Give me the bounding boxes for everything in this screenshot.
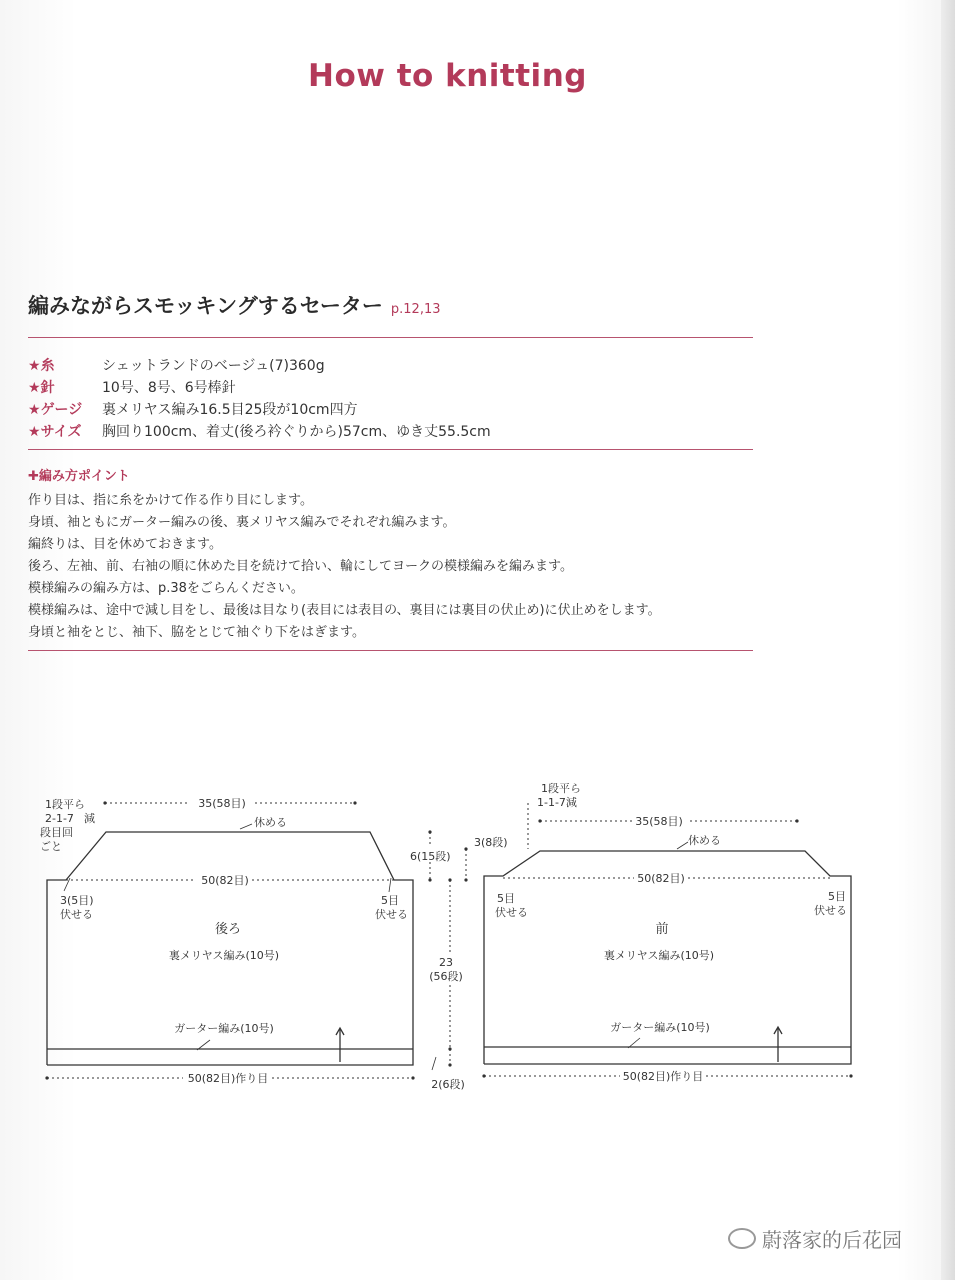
back-stitch-label: 裏メリヤス編み(10号) <box>168 949 280 962</box>
body-height-rows: (56段) <box>429 970 463 983</box>
star-icon: ★ <box>28 380 41 396</box>
back-garter-label: ガーター編み(10号) <box>174 1022 274 1035</box>
back-piece-name: 後ろ <box>214 922 242 937</box>
back-decrease-note: 減 <box>84 812 95 825</box>
front-yoke-height: 3(8段) <box>474 836 508 849</box>
back-bindoff-right: 5目 <box>381 894 399 907</box>
back-decrease-note: ごと <box>40 840 62 853</box>
front-stitch-label: 裏メリヤス編み(10号) <box>603 949 715 962</box>
point-line: 作り目は、指に糸をかけて作る作り目にします。 <box>28 493 313 508</box>
front-decrease-note: 1-1-7減 <box>537 796 577 809</box>
star-icon: ★ <box>28 358 41 374</box>
body-height: 23 <box>439 956 453 969</box>
point-line: 編終りは、目を休めておきます。 <box>28 537 222 552</box>
spec-value: シェットランドのベージュ(7)360g <box>102 358 325 374</box>
front-bindoff-right: 伏せる <box>814 904 847 917</box>
front-garter-label: ガーター編み(10号) <box>610 1021 710 1034</box>
chat-icon <box>728 1228 756 1249</box>
point-line: 身頃、袖ともにガーター編みの後、裏メリヤス編みでそれぞれ編みます。 <box>28 515 456 530</box>
point-line: 模様編みは、途中で減し目をし、最後は目なり(表目には表目の、裏目には裏目の伏止め)に伏止めをします。 <box>28 603 661 618</box>
back-top-width: 35(58目) <box>198 797 246 810</box>
front-bindoff-right: 5目 <box>828 890 846 903</box>
front-dimension-lines <box>484 803 851 1076</box>
front-bindoff-left: 伏せる <box>495 906 528 919</box>
back-bindoff-left: 伏せる <box>60 908 93 921</box>
back-decrease-note: 段目回 <box>40 826 73 839</box>
point-line: 後ろ、左袖、前、右袖の順に休めた目を続けて拾い、輪にしてヨークの模様編みを編みます。 <box>28 559 573 574</box>
pattern-title: 編みながらスモッキングするセーター <box>28 294 383 318</box>
front-mid-width: 50(82目) <box>637 872 685 885</box>
page-reference: p.12,13 <box>390 302 441 317</box>
spec-label: ゲージ <box>40 402 83 418</box>
spec-label: 針 <box>40 380 55 396</box>
back-cast-on: 50(82目)作り目 <box>187 1072 269 1085</box>
plus-icon: ✚ <box>28 469 39 484</box>
spec-label: サイズ <box>40 424 82 440</box>
star-icon: ★ <box>28 402 41 418</box>
points-heading: ✚編み方ポイント <box>28 469 130 484</box>
height-dimensions <box>430 832 466 1065</box>
spec-label: 糸 <box>40 358 55 374</box>
back-decrease-note: 1段平ら <box>45 798 85 811</box>
back-dimension-lines <box>47 803 413 1078</box>
front-bindoff-left: 5目 <box>497 892 515 905</box>
back-rest-label: 休める <box>254 816 287 829</box>
front-cast-on: 50(82目)作り目 <box>622 1070 704 1083</box>
point-line: 模様編みの編み方は、p.38をごらんください。 <box>28 581 304 596</box>
page-title: How to knitting <box>308 58 587 94</box>
star-icon: ★ <box>28 424 41 440</box>
back-yoke-height: 6(15段) <box>410 850 451 863</box>
front-rest-label: 休める <box>688 834 721 847</box>
front-top-width: 35(58目) <box>635 815 683 828</box>
garter-height: 2(6段) <box>431 1078 465 1091</box>
front-decrease-note: 1段平ら <box>541 782 581 795</box>
spec-value: 10号、8号、6号棒針 <box>102 380 236 396</box>
front-piece-name: 前 <box>655 922 669 937</box>
spec-value: 胸回り100cm、着丈(後ろ衿ぐりから)57cm、ゆき丈55.5cm <box>102 424 491 440</box>
back-mid-width: 50(82目) <box>201 874 249 887</box>
back-bindoff-left: 3(5目) <box>60 894 94 907</box>
point-line: 身頃と袖をとじ、袖下、脇をとじて袖ぐり下をはぎます。 <box>28 625 365 640</box>
watermark: 蔚落家的后花园 <box>728 1224 902 1253</box>
spec-value: 裏メリヤス編み16.5目25段が10cm四方 <box>102 402 358 418</box>
back-decrease-note: 2-1-7 <box>45 812 74 825</box>
back-bindoff-right: 伏せる <box>375 908 408 921</box>
